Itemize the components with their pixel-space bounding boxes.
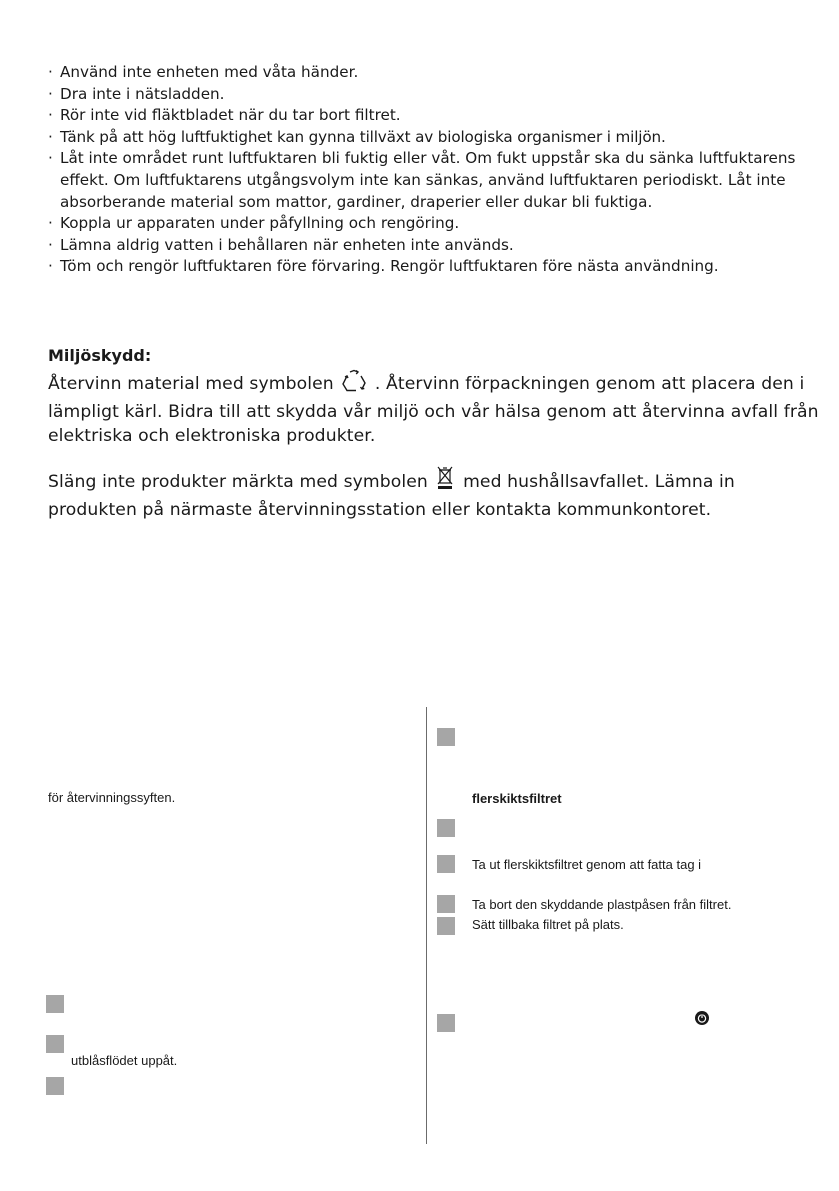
safety-item: · Tänk på att hög luftfuktighet kan gynna tillväxt av biologiska organismer i miljön. — [48, 127, 818, 149]
safety-item: · Töm och rengör luftfuktaren före förvaring. Rengör luftfuktaren före nästa användning. — [48, 256, 818, 278]
step-marker — [46, 1077, 64, 1095]
recycling-note: för återvinningssyften. — [48, 790, 176, 805]
safety-item: · Lämna aldrig vatten i behållaren när enheten inte används. — [48, 235, 818, 257]
step-marker — [437, 819, 455, 837]
recycling-text-end: . Återvinn förpackningen genom att placera den i lämpligt kärl. Bidra till att skydda vår miljö och vår hälsa genom att återvinna avfall från elektriska och elektroniska produkter. — [48, 374, 819, 446]
weee-text-start: Släng inte produkter märkta med symbolen — [48, 472, 428, 492]
recycling-paragraph — [48, 369, 828, 448]
environment-section — [48, 345, 828, 522]
weee-text-end: med hushållsavfallet. Lämna in produkten på närmaste återvinningsstation eller kontakta kommunkontoret. — [48, 472, 735, 520]
crossed-bin-icon — [435, 465, 455, 498]
column-divider — [426, 707, 427, 1144]
step-marker — [46, 995, 64, 1013]
safety-item: · Låt inte området runt luftfuktaren bli fuktig eller våt. Om fukt uppstår ska du sänka luftfuktarens effekt. Om luftfuktarens utgångsvolym inte kan sänkas, använd luftfuktaren periodiskt. Låt inte absorberande material som mattor, gardiner, draperier eller dukar bli fuktiga. — [48, 148, 818, 213]
exhaust-note: utblåsflödet uppåt. — [71, 1053, 178, 1068]
recycle-icon — [341, 369, 367, 400]
step-remove-filter: Ta ut flerskiktsfiltret genom att fatta tag i — [472, 857, 702, 872]
step-remove-bag: Ta bort den skyddande plastpåsen från filtret. — [472, 897, 732, 912]
safety-item: · Använd inte enheten med våta händer. — [48, 62, 818, 84]
safety-item: · Koppla ur apparaten under påfyllning och rengöring. — [48, 213, 818, 235]
step-marker — [437, 1014, 455, 1032]
filter-heading: flerskiktsfiltret — [472, 791, 562, 806]
step-marker — [437, 855, 455, 873]
safety-instructions-list — [48, 62, 818, 278]
environment-heading: Miljöskydd: — [48, 346, 152, 365]
step-replace-filter: Sätt tillbaka filtret på plats. — [472, 917, 624, 932]
safety-item: · Dra inte i nätsladden. — [48, 84, 818, 106]
step-marker — [437, 728, 455, 746]
weee-paragraph — [48, 465, 828, 522]
step-marker — [437, 917, 455, 935]
power-icon — [695, 1010, 709, 1024]
step-marker — [437, 895, 455, 913]
safety-item: · Rör inte vid fläktbladet när du tar bort filtret. — [48, 105, 818, 127]
recycling-text-start: Återvinn material med symbolen — [48, 374, 334, 394]
step-marker — [46, 1035, 64, 1053]
